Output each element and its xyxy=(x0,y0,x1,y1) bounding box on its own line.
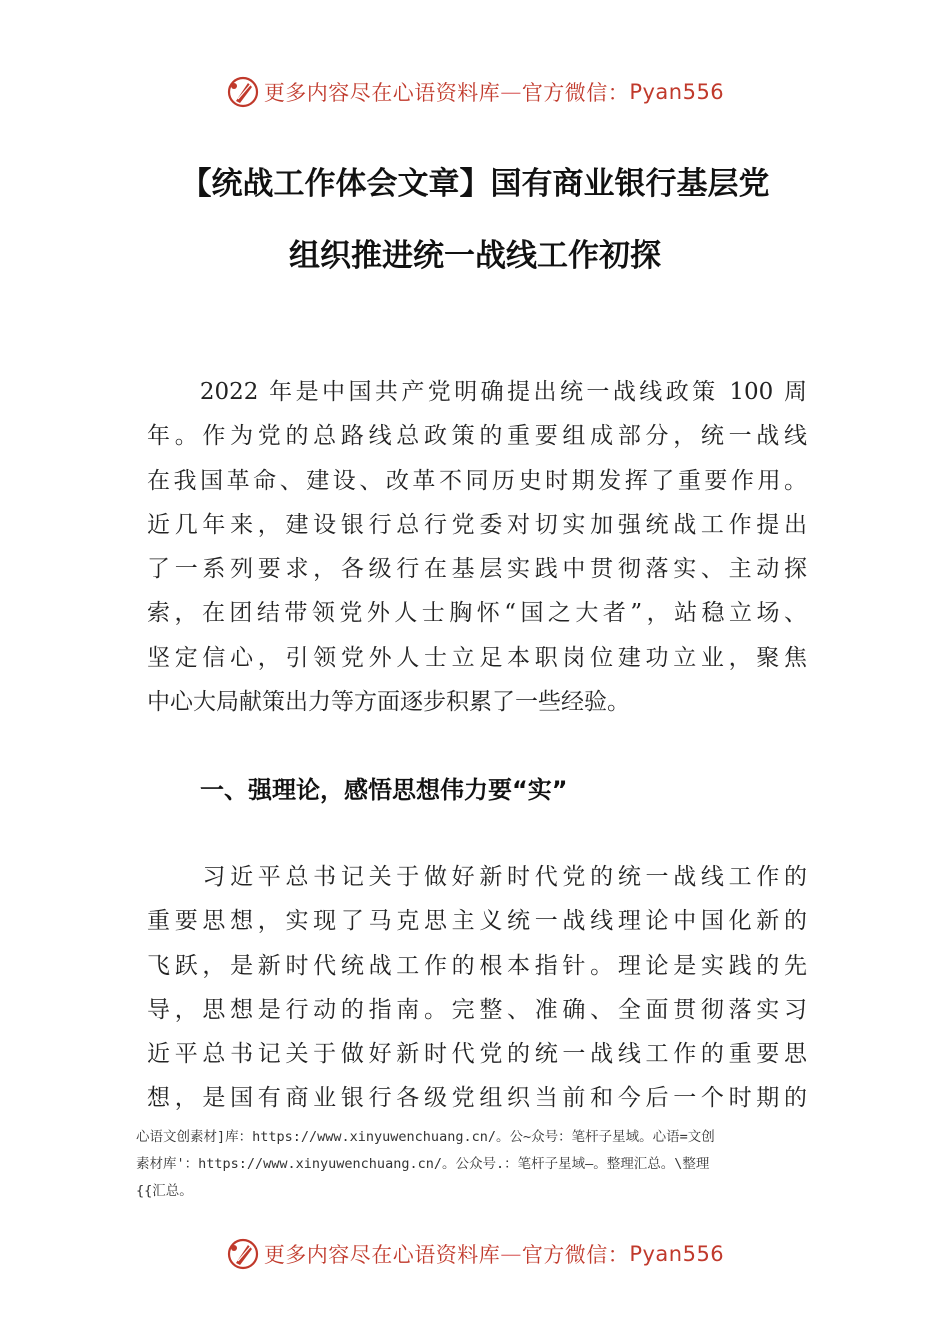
footnote-line: 心语文创素材]库：https://www.xinyuwenchuang.cn/。公~众号：笔杆子星域。心语=文创 xyxy=(136,1129,715,1145)
paragraph-line: 2022 年是中国共产党明确提出统一战线政策 100 周 xyxy=(147,379,807,405)
title-line-1: 【统战工作体会文章】国有商业银行基层党 xyxy=(180,166,770,202)
banner-official-label: 官方微信： xyxy=(521,81,630,105)
paragraph-line: 了一系列要求，各级行在基层实践中贯彻落实、主动探 xyxy=(147,556,807,583)
paragraph-line: 中心大局献策出力等方面逐步积累了一些经验。 xyxy=(147,689,630,716)
footnote-line: {{汇总。 xyxy=(136,1183,193,1199)
banner-separator: — xyxy=(500,1242,522,1266)
paragraph-line: 导，思想是行动的指南。完整、准确、全面贯彻落实习 xyxy=(147,996,807,1023)
title-line-2: 组织推进统一战线工作初探 xyxy=(289,238,661,274)
footnote xyxy=(136,1124,826,1205)
paragraph-intro xyxy=(147,370,807,724)
paragraph-section-1 xyxy=(147,855,807,1121)
banner-separator: — xyxy=(500,80,522,104)
paragraph-line: 近几年来，建设银行总行党委对切实加强统战工作提出 xyxy=(147,511,807,538)
paragraph-line: 习近平总书记关于做好新时代党的统一战线工作的 xyxy=(147,864,807,890)
banner-text: 更多内容尽在心语资料库 xyxy=(263,1243,501,1267)
banner-wechat-id: Pyan556 xyxy=(629,1242,725,1266)
banner-text: 更多内容尽在心语资料库 xyxy=(263,81,501,105)
pen-nib-logo-icon xyxy=(226,1237,260,1271)
paragraph-line: 坚定信心，引领党外人士立足本职岗位建功立业，聚焦 xyxy=(147,644,807,671)
paragraph-line: 年。作为党的总路线总政策的重要组成部分，统一战线 xyxy=(147,423,807,450)
footnote-line: 素材库'：https://www.xinyuwenchuang.cn/。公众号.：笔杆子星域—。整理汇总。\整理 xyxy=(136,1156,710,1172)
footer-banner xyxy=(0,1234,950,1274)
paragraph-line: 想，是国有商业银行各级党组织当前和今后一个时期的 xyxy=(147,1085,807,1112)
section-heading-1: 一、强理论，感悟思想伟力要“实” xyxy=(200,776,568,804)
banner-wechat-id: Pyan556 xyxy=(629,80,725,104)
paragraph-line: 重要思想，实现了马克思主义统一战线理论中国化新的 xyxy=(147,908,807,935)
banner-official-label: 官方微信： xyxy=(521,1243,630,1267)
paragraph-line: 在我国革命、建设、改革不同历史时期发挥了重要作用。 xyxy=(147,467,807,494)
paragraph-line: 飞跃，是新时代统战工作的根本指针。理论是实践的先 xyxy=(147,952,807,979)
pen-nib-logo-icon xyxy=(226,75,260,109)
paragraph-line: 索，在团结带领党外人士胸怀“国之大者”，站稳立场、 xyxy=(147,600,807,627)
paragraph-line: 近平总书记关于做好新时代党的统一战线工作的重要思 xyxy=(147,1041,807,1068)
header-banner xyxy=(0,72,950,112)
